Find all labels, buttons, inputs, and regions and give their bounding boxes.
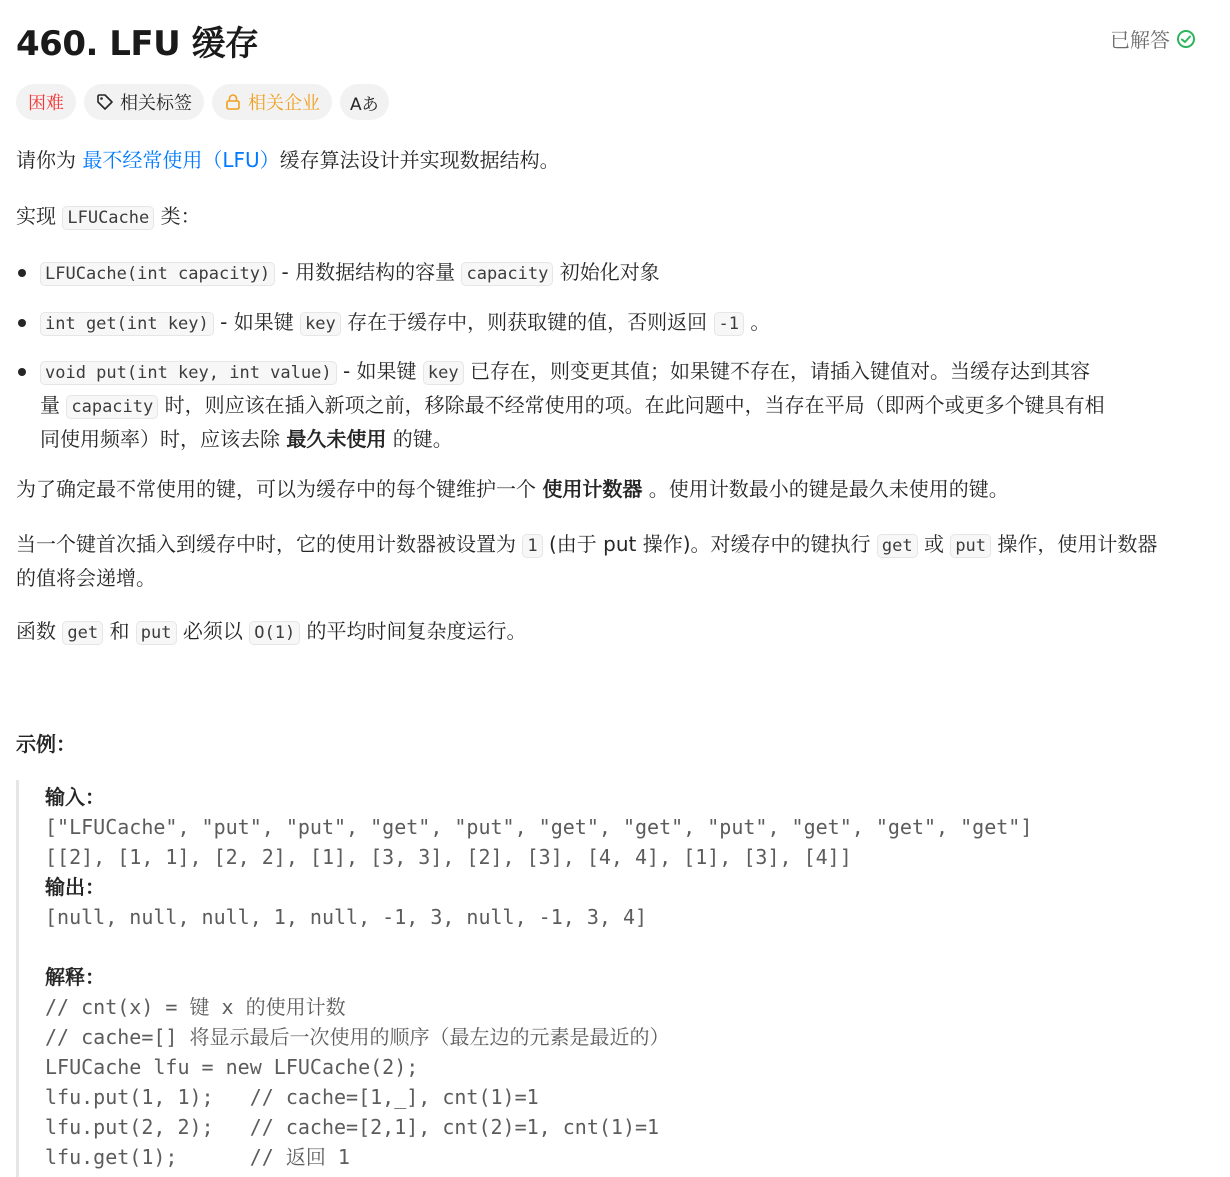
- explain-line: // cache=[] 将显示最后一次使用的顺序（最左边的元素是最近的）: [45, 1025, 670, 1049]
- input-line: [[2], [1, 1], [2, 2], [1], [3, 3], [2], [3], [4, 4], [1], [3], [4]]: [45, 845, 852, 869]
- p4-text: 的值将会递增。: [16, 566, 156, 590]
- p1-suffix: 缓存算法设计并实现数据结构。: [279, 148, 560, 172]
- explain-line: LFUCache lfu = new LFUCache(2);: [45, 1055, 419, 1079]
- description-p5: [16, 615, 1214, 649]
- example-title: 示例：: [16, 732, 76, 756]
- list-item: [16, 355, 1190, 455]
- p3-suffix: 。使用计数最小的键是最久未使用的键。: [648, 477, 1009, 501]
- inline-code: LFUCache(int capacity): [40, 262, 275, 286]
- solved-label: 已解答: [1110, 28, 1170, 52]
- inline-code: capacity: [461, 262, 553, 286]
- input-label: 输入：: [45, 785, 105, 809]
- output-line: [null, null, null, 1, null, -1, 3, null, -1, 3, 4]: [45, 905, 648, 929]
- item-text: - 如果键: [342, 359, 417, 383]
- item-text: 。: [750, 310, 771, 334]
- inline-code: get: [877, 534, 918, 558]
- related-companies-label: 相关企业: [248, 93, 320, 114]
- item-text: 的键。: [392, 427, 453, 451]
- p5-text: 和: [109, 619, 130, 643]
- p2-text: 实现: [16, 204, 56, 228]
- related-companies-button[interactable]: [212, 84, 332, 120]
- related-topics-button[interactable]: [84, 84, 204, 120]
- lfu-link[interactable]: 最不经常使用（LFU）: [82, 148, 280, 172]
- tag-bar: [16, 84, 389, 120]
- p5-text: 函数: [16, 619, 56, 643]
- p2-suffix: 类：: [160, 204, 201, 228]
- item-text: 存在于缓存中，则获取键的值，否则返回: [347, 310, 708, 334]
- item-text: 同使用频率）时，应该去除: [40, 427, 280, 451]
- p4-text: 操作，使用计数器: [997, 532, 1158, 556]
- bold-text: 使用计数器: [542, 477, 643, 501]
- list-item: [16, 256, 1190, 290]
- item-text: - 如果键: [220, 310, 294, 334]
- explain-line: lfu.put(1, 1); // cache=[1,_], cnt(1)=1: [45, 1085, 539, 1109]
- inline-code: get: [62, 621, 103, 645]
- inline-code: LFUCache: [62, 206, 154, 230]
- solved-status: [1110, 24, 1196, 53]
- inline-code: -1: [714, 312, 744, 336]
- item-text: 时，则应该在插入新项之前，移除最不经常使用的项。在此问题中，当存在平局（即两个或更多个键具有相: [164, 393, 1105, 417]
- item-text: 已存在，则变更其值；如果键不存在，请插入键值对。当缓存达到其容: [469, 359, 1090, 383]
- description-p1: [16, 144, 1214, 176]
- inline-code: key: [300, 312, 341, 336]
- description-p3: [16, 473, 1214, 505]
- tag-icon: [96, 93, 114, 111]
- p5-text: 的平均时间复杂度运行。: [306, 619, 527, 643]
- translate-icon: Aあ: [350, 94, 379, 115]
- item-text: - 用数据结构的容量: [281, 260, 456, 284]
- p4-text: (由于 put 操作)。对缓存中的键执行: [548, 532, 871, 556]
- lock-icon: [224, 93, 242, 111]
- explain-line: lfu.get(1); // 返回 1: [45, 1145, 350, 1169]
- inline-code: void put(int key, int value): [40, 361, 337, 385]
- inline-code: put: [950, 534, 991, 558]
- difficulty-label: 困难: [28, 93, 64, 114]
- difficulty-badge: [16, 84, 76, 120]
- related-topics-label: 相关标签: [120, 93, 192, 114]
- inline-code: put: [136, 621, 177, 645]
- translate-button[interactable]: [340, 84, 389, 120]
- p4-text: 或: [923, 532, 944, 556]
- p1-text: 请你为: [16, 148, 76, 172]
- explain-label: 解释：: [45, 965, 105, 989]
- inline-code: 1: [522, 534, 542, 558]
- p4-text: 当一个键首次插入到缓存中时，它的使用计数器被设置为: [16, 532, 516, 556]
- bold-text: 最久未使用: [286, 427, 387, 451]
- p3-text: 为了确定最不常使用的键，可以为缓存中的每个键维护一个: [16, 477, 536, 501]
- output-label: 输出：: [45, 875, 105, 899]
- title-row: [16, 14, 1214, 62]
- input-line: ["LFUCache", "put", "put", "get", "put", "get", "get", "put", "get", "get", "get"]: [45, 815, 1033, 839]
- inline-code: capacity: [66, 395, 158, 419]
- description-p4: [16, 528, 1214, 594]
- inline-code: O(1): [249, 621, 300, 645]
- check-circle-icon: [1176, 29, 1196, 49]
- inline-code: int get(int key): [40, 312, 214, 336]
- example-block: [16, 780, 1214, 1177]
- item-text: 初始化对象: [559, 260, 660, 284]
- problem-title[interactable]: 460. LFU 缓存: [16, 24, 259, 64]
- p5-text: 必须以: [182, 619, 243, 643]
- item-text: 量: [40, 393, 60, 417]
- explain-line: // cnt(x) = 键 x 的使用计数: [45, 995, 346, 1019]
- description-p2: [16, 200, 1214, 234]
- list-item: [16, 306, 1190, 340]
- inline-code: key: [423, 361, 464, 385]
- explain-line: lfu.put(2, 2); // cache=[2,1], cnt(2)=1, cnt(1)=1: [45, 1115, 660, 1139]
